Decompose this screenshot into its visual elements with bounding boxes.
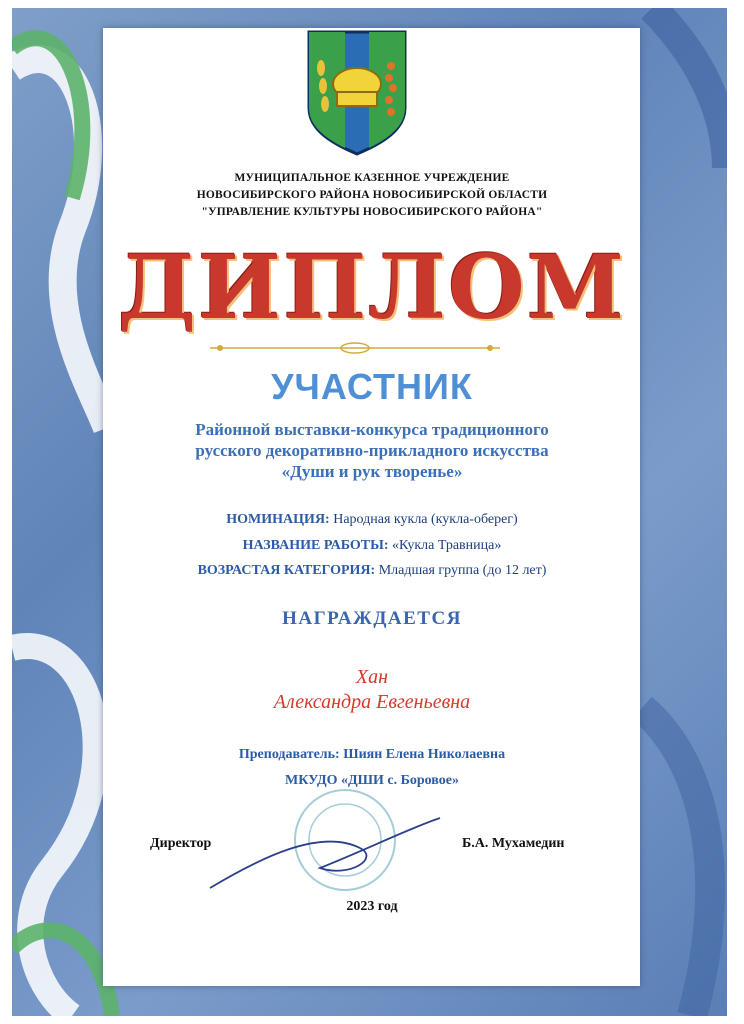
- diploma-title: ДИПЛОМ: [117, 235, 627, 339]
- nomination-value: Народная кукла (кукла-оберег): [333, 512, 518, 527]
- director-name: Б.А. Мухамедин: [462, 836, 565, 851]
- nomination-row: [0, 512, 744, 528]
- stamp-and-signature: [200, 788, 460, 898]
- org-line-1: МУНИЦИПАЛЬНОЕ КАЗЕННОЕ УЧРЕЖДЕНИЕ: [234, 172, 510, 184]
- ornament-divider: [210, 340, 500, 356]
- work-title-value: «Кукла Травница»: [392, 538, 502, 553]
- org-line-2: НОВОСИБИРСКОГО РАЙОНА НОВОСИБИРСКОЙ ОБЛАСТИ: [196, 189, 548, 201]
- event-line-3: «Души и рук творенье»: [281, 462, 463, 481]
- recipient-name: Александра Евгеньевна: [273, 691, 471, 713]
- age-category-label: ВОЗРАСТАЯ КАТЕГОРИЯ:: [197, 563, 376, 578]
- awarded-label: НАГРАЖДАЕТСЯ: [282, 608, 462, 629]
- director-role: Директор: [150, 836, 212, 851]
- year: 2023 год: [346, 899, 398, 914]
- event-line-1: Районной выставки-конкурса традиционного: [195, 420, 549, 439]
- school-line: МКУДО «ДШИ с. Боровое»: [285, 773, 459, 788]
- org-line-3: "УПРАВЛЕНИЕ КУЛЬТУРЫ НОВОСИБИРСКОГО РАЙОНА": [201, 206, 543, 218]
- recipient-surname: Хан: [355, 666, 389, 688]
- nomination-label: НОМИНАЦИЯ:: [226, 512, 330, 527]
- work-title-label: НАЗВАНИЕ РАБОТЫ:: [242, 538, 389, 553]
- work-title-row: [0, 538, 744, 554]
- event-line-2: русского декоративно-прикладного искусства: [195, 441, 549, 460]
- age-category-value: Младшая группа (до 12 лет): [378, 563, 547, 578]
- teacher-line: Преподаватель: Шиян Елена Николаевна: [238, 747, 506, 762]
- age-category-row: [0, 563, 744, 579]
- participant-status: УЧАСТНИК: [271, 366, 473, 407]
- coat-of-arms-emblem: [305, 28, 409, 156]
